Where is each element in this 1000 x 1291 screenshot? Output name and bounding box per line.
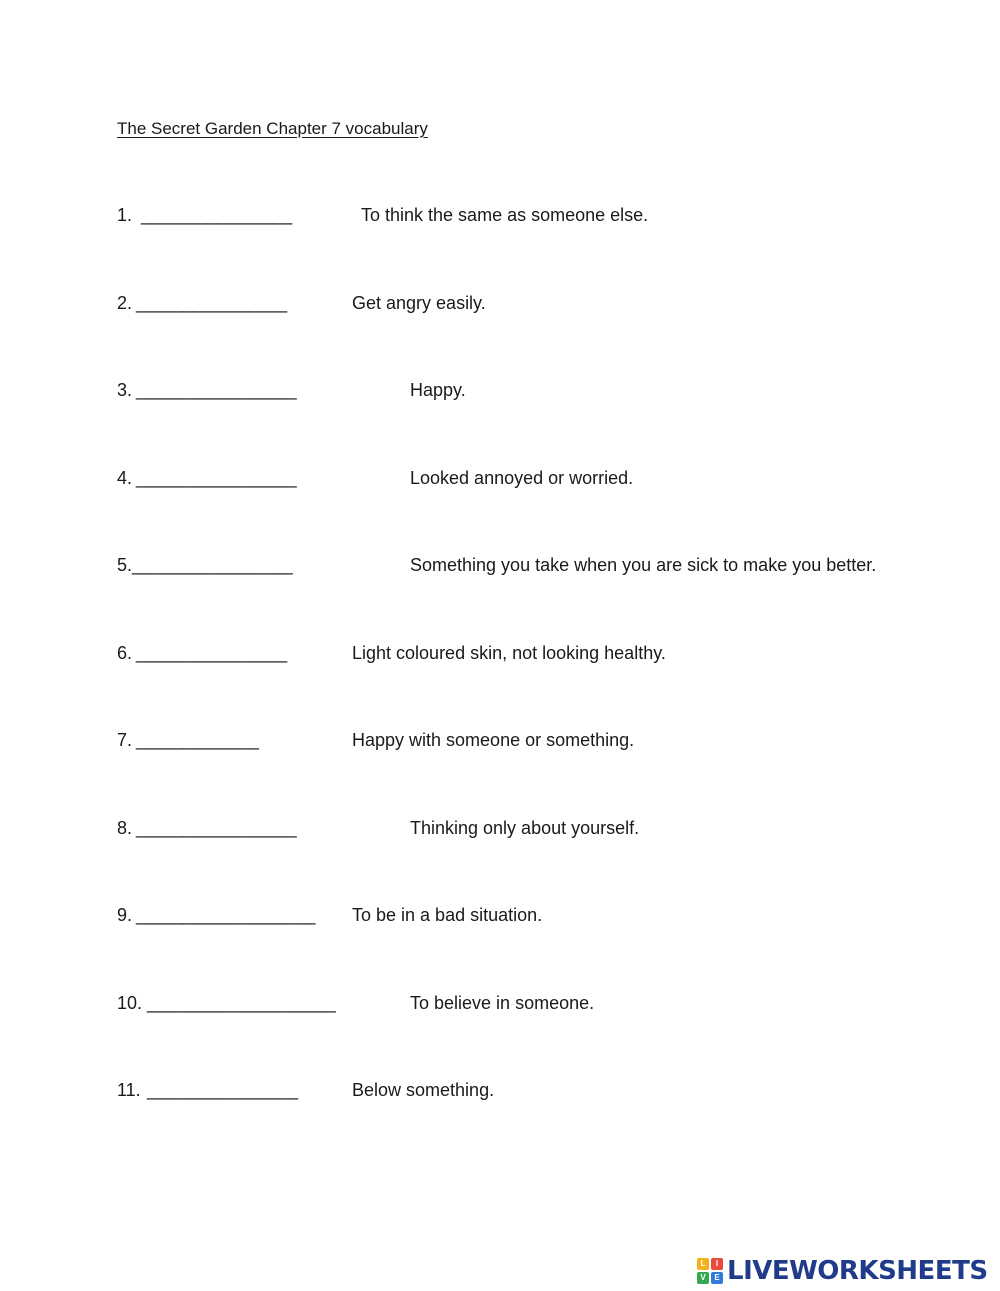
answer-blank[interactable]: _________________ (136, 468, 296, 488)
logo-block: I (711, 1258, 723, 1270)
item-number: 10. (117, 993, 143, 1013)
list-item (0, 818, 1000, 844)
logo-text: LIVEWORKSHEETS (727, 1256, 988, 1286)
list-item (0, 380, 1000, 406)
list-item (0, 293, 1000, 319)
item-definition: Happy with someone or something. (352, 730, 635, 750)
answer-blank[interactable]: _________________ (132, 555, 292, 575)
item-definition: To be in a bad situation. (352, 905, 543, 925)
answer-blank[interactable]: ____________________ (147, 993, 336, 1013)
answer-blank[interactable]: ________________ (147, 1080, 298, 1100)
answer-blank[interactable]: _________________ (136, 380, 296, 400)
item-definition: Happy. (410, 380, 466, 400)
item-definition: Get angry easily. (352, 293, 486, 313)
item-definition: To believe in someone. (410, 993, 595, 1013)
worksheet-title: The Secret Garden Chapter 7 vocabulary (117, 119, 428, 138)
item-definition: To think the same as someone else. (361, 205, 649, 225)
liveworksheets-logo[interactable] (697, 1254, 988, 1288)
item-number: 5. (117, 555, 133, 575)
list-item (0, 905, 1000, 931)
item-definition: Thinking only about yourself. (410, 818, 640, 838)
answer-blank[interactable]: _________________ (136, 818, 296, 838)
item-definition: Looked annoyed or worried. (410, 468, 634, 488)
item-number: 11. (117, 1080, 141, 1100)
answer-blank[interactable]: ________________ (136, 643, 287, 663)
item-number: 6. (117, 643, 133, 663)
item-definition: Light coloured skin, not looking healthy. (352, 643, 666, 663)
list-item (0, 205, 1000, 231)
item-number: 7. (117, 730, 133, 750)
item-number: 2. (117, 293, 133, 313)
list-item (0, 993, 1000, 1019)
logo-block: L (697, 1258, 709, 1270)
item-number: 9. (117, 905, 133, 925)
logo-block: V (697, 1272, 709, 1284)
list-item (0, 1080, 1000, 1106)
item-number: 3. (117, 380, 133, 400)
list-item (0, 643, 1000, 669)
answer-blank[interactable]: ________________ (141, 205, 292, 225)
item-number: 1. (117, 205, 133, 225)
item-number: 4. (117, 468, 133, 488)
list-item (0, 468, 1000, 494)
logo-block: E (711, 1272, 723, 1284)
item-definition: Something you take when you are sick to make you better. (410, 555, 877, 575)
answer-blank[interactable]: _____________ (136, 730, 259, 750)
answer-blank[interactable]: ________________ (136, 293, 287, 313)
list-item (0, 555, 1000, 581)
answer-blank[interactable]: ___________________ (136, 905, 315, 925)
item-definition: Below something. (352, 1080, 495, 1100)
logo-blocks-icon (697, 1258, 723, 1284)
list-item (0, 730, 1000, 756)
item-number: 8. (117, 818, 133, 838)
